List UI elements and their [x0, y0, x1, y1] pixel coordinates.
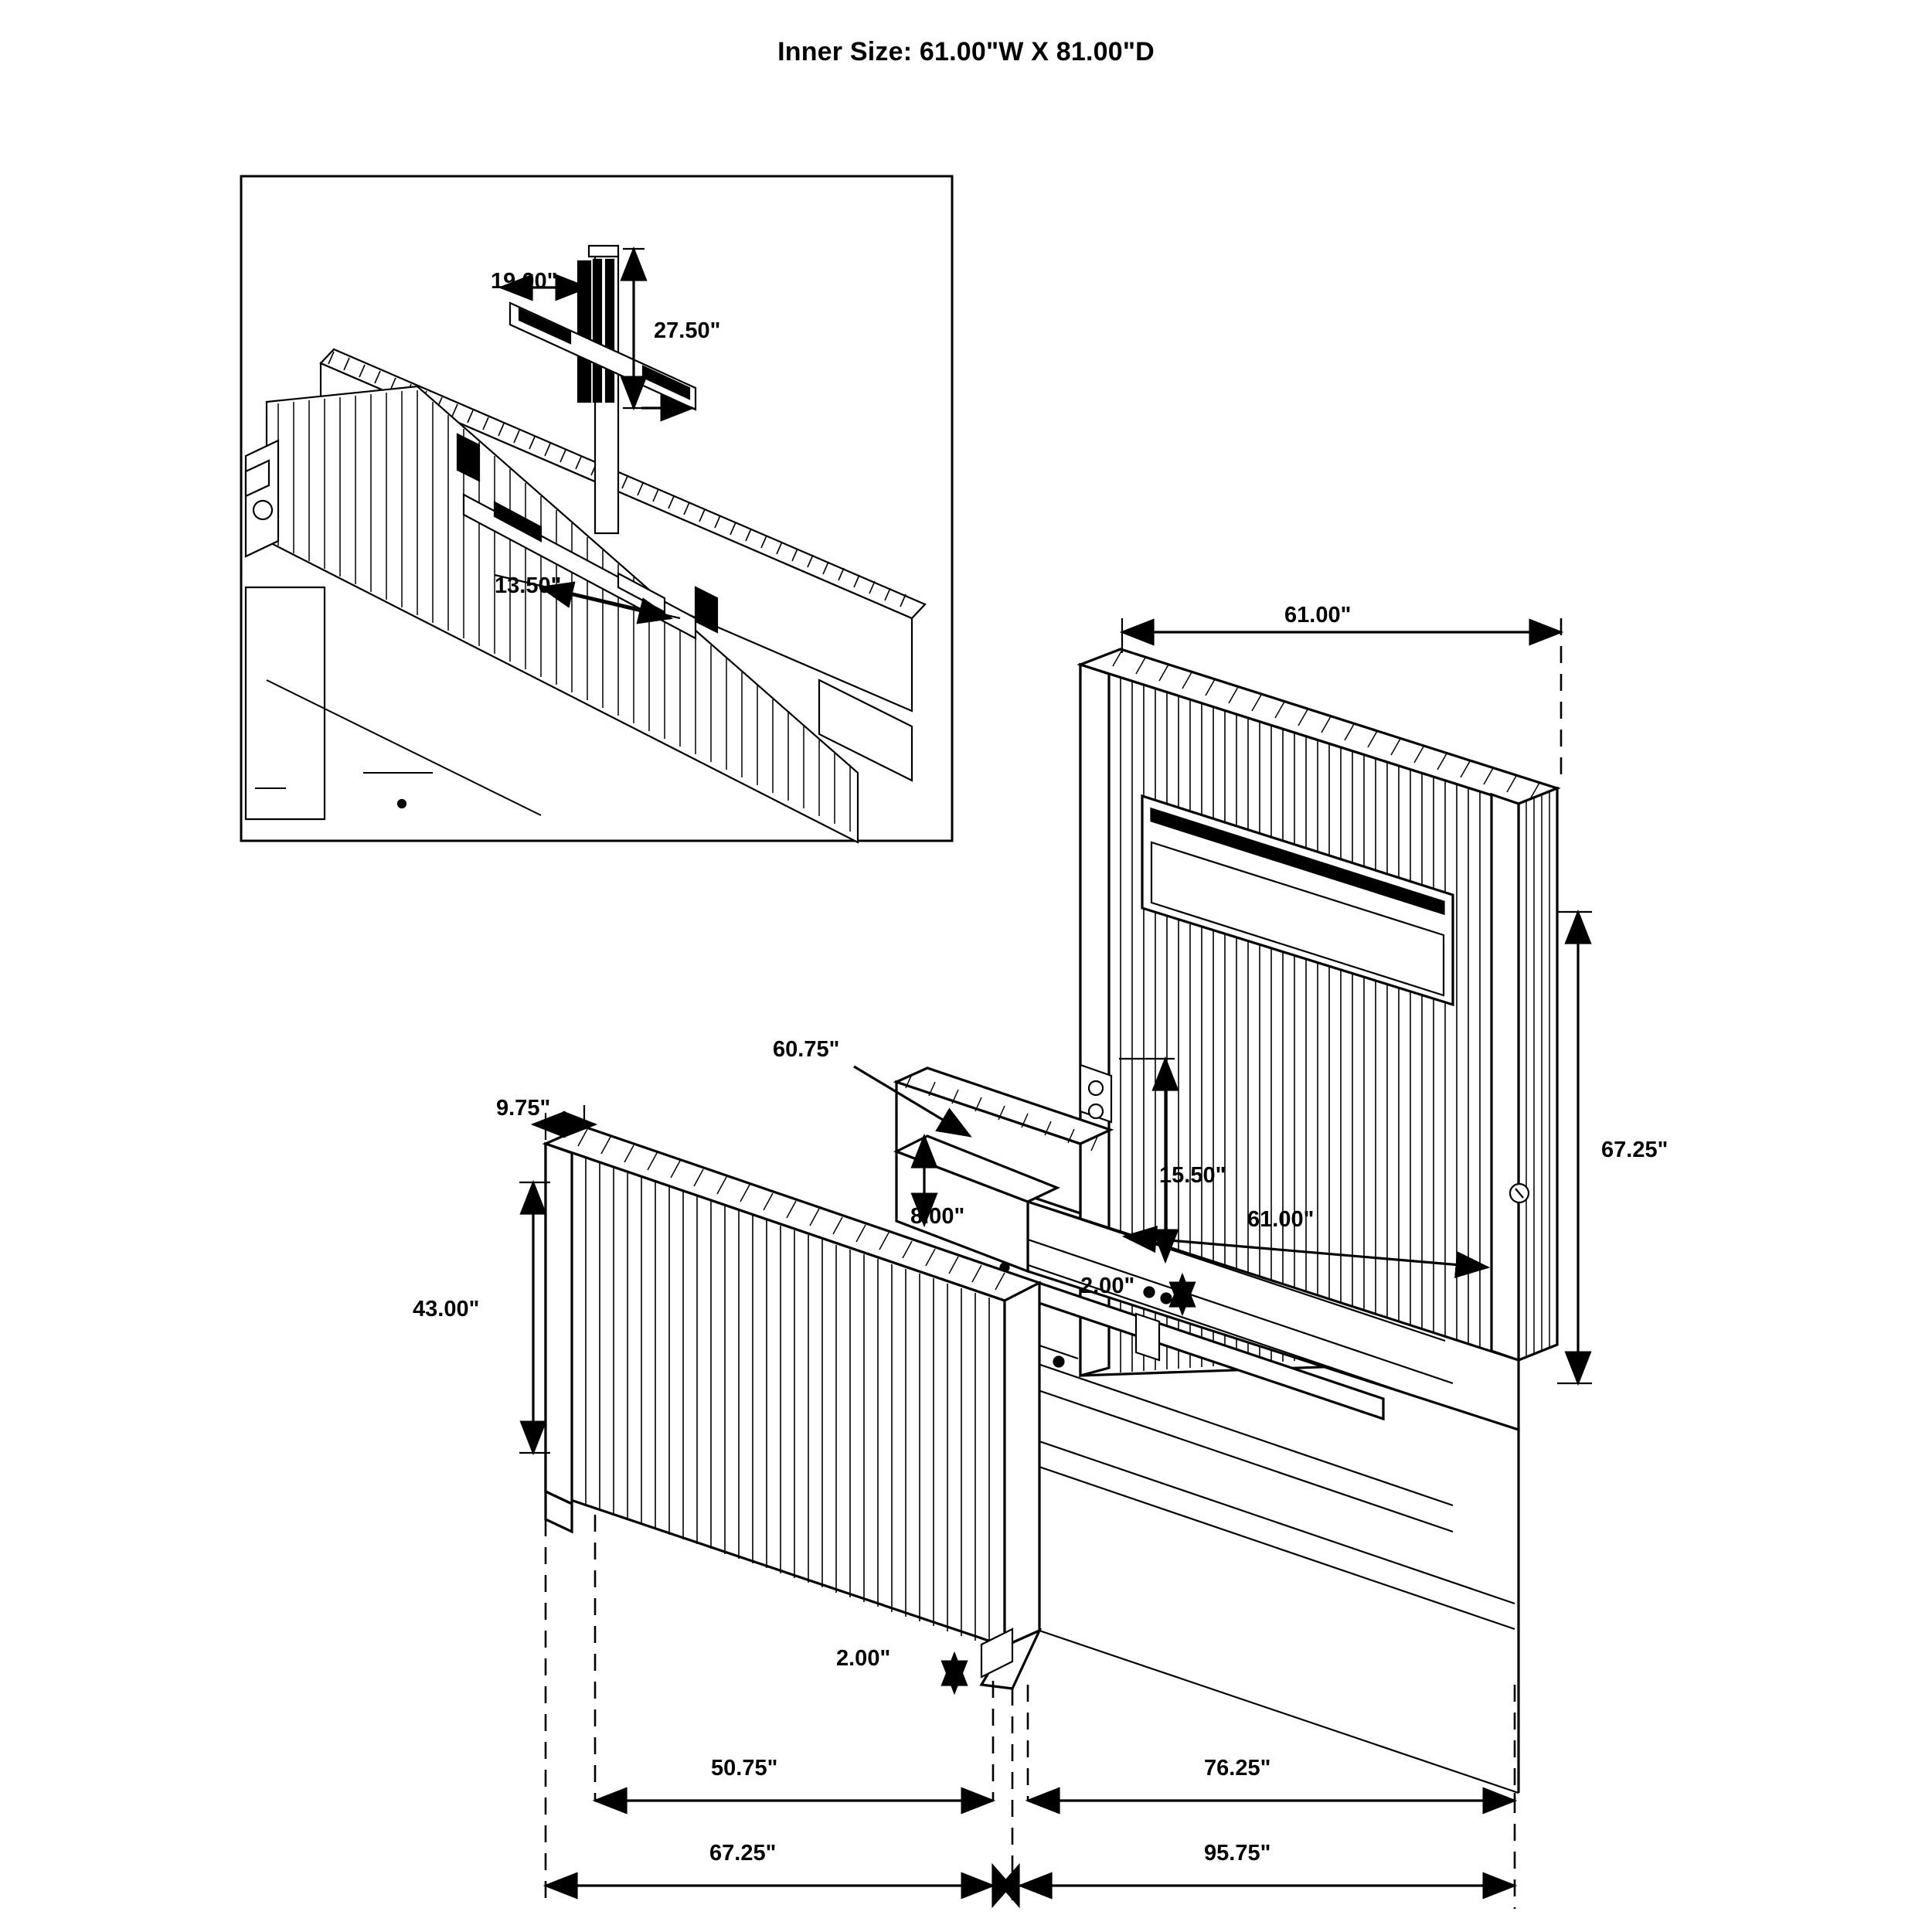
dim-slat-thickness: 2.00": [1080, 1274, 1135, 1298]
page-title: Inner Size: 61.00"W X 81.00"D: [777, 37, 1155, 66]
dim-foot-leg: 2.00": [836, 1646, 891, 1671]
dim-headboard-slat-drop: 15.50": [1159, 1163, 1226, 1188]
dim-rail-height: 8.00": [910, 1204, 965, 1229]
dim-inset-19: 19.00": [491, 269, 558, 294]
dim-top-width: 61.00": [1284, 603, 1352, 628]
dim-headboard-height: 67.25": [1601, 1138, 1668, 1162]
dim-lower-right-inner: 76.25": [1204, 1756, 1271, 1781]
dim-bottom-right-overall: 95.75": [1204, 1841, 1271, 1866]
dim-rail-inner-width: 61.00": [1247, 1207, 1315, 1232]
dim-lower-left-inner: 50.75": [711, 1756, 778, 1781]
dim-bottom-left-overall: 67.25": [709, 1841, 777, 1866]
dim-inset-2750: 27.50": [654, 318, 721, 343]
inset-panel: [241, 176, 952, 842]
dim-footboard-height: 43.00": [413, 1297, 480, 1321]
dim-footboard-depth: 9.75": [496, 1096, 551, 1121]
dim-inset-1350: 13.50": [495, 573, 562, 598]
dim-side-rail-length: 60.75": [773, 1037, 840, 1062]
